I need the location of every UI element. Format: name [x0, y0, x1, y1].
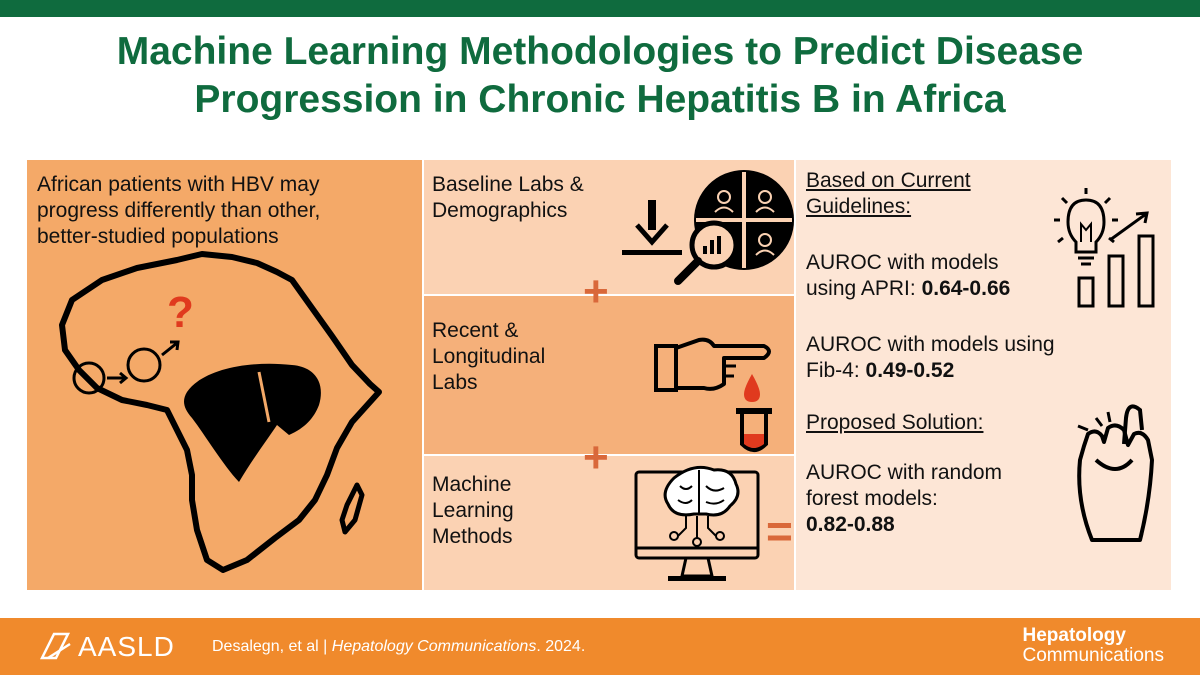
journal-logo: Hepatology Communications [1022, 625, 1164, 666]
footer [0, 618, 1200, 675]
rf-value: 0.82-0.88 [806, 513, 895, 536]
brain-computer-icon [424, 456, 794, 590]
machine-learning-panel [424, 456, 794, 590]
baseline-labs-text: Baseline Labs & Demographics [432, 173, 584, 222]
recent-labs-text: Recent & Longitudinal Labs [432, 319, 546, 394]
left-panel [27, 160, 422, 590]
current-guidelines-heading: Based on Current Guidelines: [806, 169, 971, 218]
left-panel-text: African patients with HBV may progress differently than other, better-studied populations [37, 173, 321, 248]
finger-up-icon [796, 160, 1171, 590]
title-line-1: Machine Learning Methodologies to Predict Disease [116, 30, 1084, 73]
test-tube-icon [424, 296, 794, 454]
africa-map-icon [27, 160, 422, 590]
people-magnifier-icon [424, 160, 794, 294]
aasld-logo-icon [40, 632, 80, 662]
fib4-value: 0.49-0.52 [865, 359, 955, 382]
aasld-logo-text: AASLD [78, 631, 175, 662]
plus-sign-1: + [583, 267, 609, 316]
liver-icon [184, 364, 321, 482]
fib4-result: AUROC with models using Fib-4: 0.49-0.52 [806, 333, 1055, 382]
apri-value: 0.64-0.66 [921, 277, 1011, 300]
page-title [20, 28, 1180, 124]
question-mark: ? [167, 288, 194, 337]
recent-labs-panel [424, 296, 794, 454]
random-forest-result: AUROC with random forest models: 0.82-0.88 [806, 461, 1003, 536]
machine-learning-text: Machine Learning Methods [432, 473, 514, 548]
title-line-2: Progression in Chronic Hepatitis B in Africa [194, 78, 1006, 121]
citation: Desalegn, et al | Hepatology Communications. 2024. [212, 638, 586, 655]
results-panel [796, 160, 1171, 590]
equals-sign: = [766, 505, 793, 557]
proposed-solution-heading: Proposed Solution: [806, 411, 984, 434]
apri-result: AUROC with models using APRI: 0.64-0.66 [806, 251, 1011, 300]
top-bar [0, 0, 1200, 17]
plus-sign-2: + [583, 433, 609, 482]
baseline-labs-panel [424, 160, 794, 294]
